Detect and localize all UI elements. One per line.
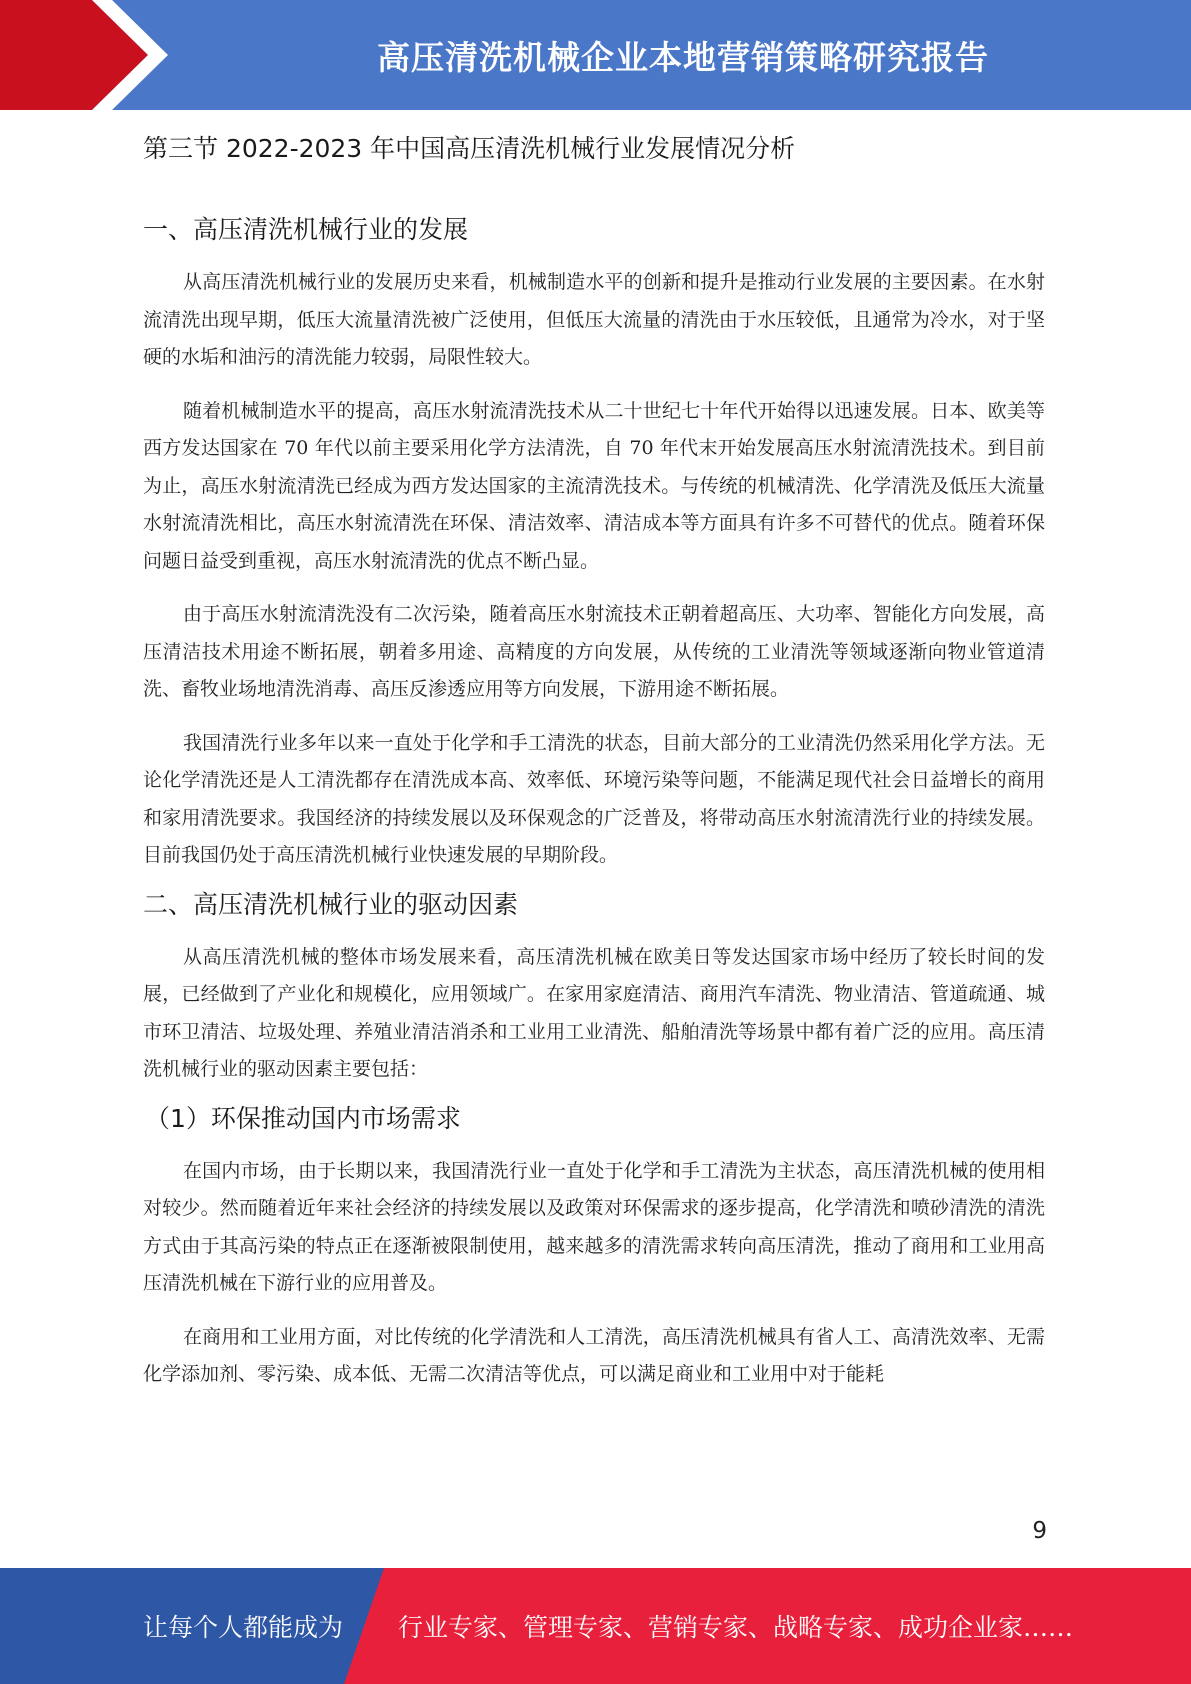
part2-heading: 二、高压清洗机械行业的驱动因素	[143, 889, 519, 919]
header-band	[0, 0, 1191, 110]
paragraph: 我国清洗行业多年以来一直处于化学和手工清洗的状态，目前大部分的工业清洗仍然采用化学方法。无论化学清洗还是人工清洗都存在清洗成本高、效率低、环境污染等问题，不能满足现代社会日益增长的商用和家用清洗要求。我国经济的持续发展以及环保观念的广泛普及，将带动高压水射流清洗行业的持续发展。目前我国仍处于高压清洗机械行业快速发展的早期阶段。	[143, 731, 1045, 866]
paragraph: 从高压清洗机械的整体市场发展来看，高压清洗机械在欧美日等发达国家市场中经历了较长时间的发展，已经做到了产业化和规模化，应用领域广。在家用家庭清洁、商用汽车清洗、物业清洁、管道疏通、城市环卫清洁、垃圾处理、养殖业清洁消杀和工业用工业清洗、船舶清洗等场景中都有着广泛的应用。高压清洗机械行业的驱动因素主要包括：	[143, 945, 1045, 1080]
section-title: 第三节 2022-2023 年中国高压清洗机械行业发展情况分析	[143, 134, 796, 163]
paragraph: 在商用和工业用方面，对比传统的化学清洗和人工清洗，高压清洗机械具有省人工、高清洗效率、无需化学添加剂、零污染、成本低、无需二次清洁等优点，可以满足商业和工业用中对于能耗	[143, 1325, 1045, 1385]
footer-band	[0, 1568, 1191, 1684]
paragraph: 随着机械制造水平的提高，高压水射流清洗技术从二十世纪七十年代开始得以迅速发展。日本、欧美等西方发达国家在 70 年代以前主要采用化学方法清洗，自 70 年代末开始发展高压水射流清洗技术。到目前为止，高压水射流清洗已经成为西方发达国家的主流清洗技术。与传统的机械清洗、化学清洗及低压大流量水射流清洗相比，高压水射流清洗在环保、清洁效率、清洁成本等方面具有许多不可替代的优点。随着环保问题日益受到重视，高压水射流清洗的优点不断凸显。	[143, 399, 1045, 572]
paragraph: 在国内市场，由于长期以来，我国清洗行业一直处于化学和手工清洗为主状态，高压清洗机械的使用相对较少。然而随着近年来社会经济的持续发展以及政策对环保需求的逐步提高，化学清洗和喷砂清洗的清洗方式由于其高污染的特点正在逐渐被限制使用，越来越多的清洗需求转向高压清洗，推动了商用和工业用高压清洗机械在下游行业的应用普及。	[143, 1159, 1045, 1294]
footer-slogan-left: 让每个人都能成为	[143, 1613, 344, 1642]
footer-slogan-right: 行业专家、管理专家、营销专家、战略专家、成功企业家……	[398, 1613, 1074, 1642]
report-title: 高压清洗机械企业本地营销策略研究报告	[377, 37, 989, 77]
header-arrow-decoration	[0, 0, 200, 110]
sub-heading: （1）环保推动国内市场需求	[145, 1103, 461, 1133]
document-body	[143, 128, 1045, 1410]
paragraph: 由于高压水射流清洗没有二次污染，随着高压水射流技术正朝着超高压、大功率、智能化方向发展，高压清洁技术用途不断拓展，朝着多用途、高精度的方向发展，从传统的工业清洗等领域逐渐向物业管道清洗、畜牧业场地清洗消毒、高压反渗透应用等方向发展，下游用途不断拓展。	[143, 603, 1045, 700]
page-number: 9	[1032, 1518, 1047, 1544]
part1-heading: 一、高压清洗机械行业的发展	[143, 215, 469, 244]
paragraph: 从高压清洗机械行业的发展历史来看，机械制造水平的创新和提升是推动行业发展的主要因素。在水射流清洗出现早期，低压大流量清洗被广泛使用，但低压大流量的清洗由于水压较低，且通常为冷水，对于坚硬的水垢和油污的清洗能力较弱，局限性较大。	[143, 271, 1045, 368]
